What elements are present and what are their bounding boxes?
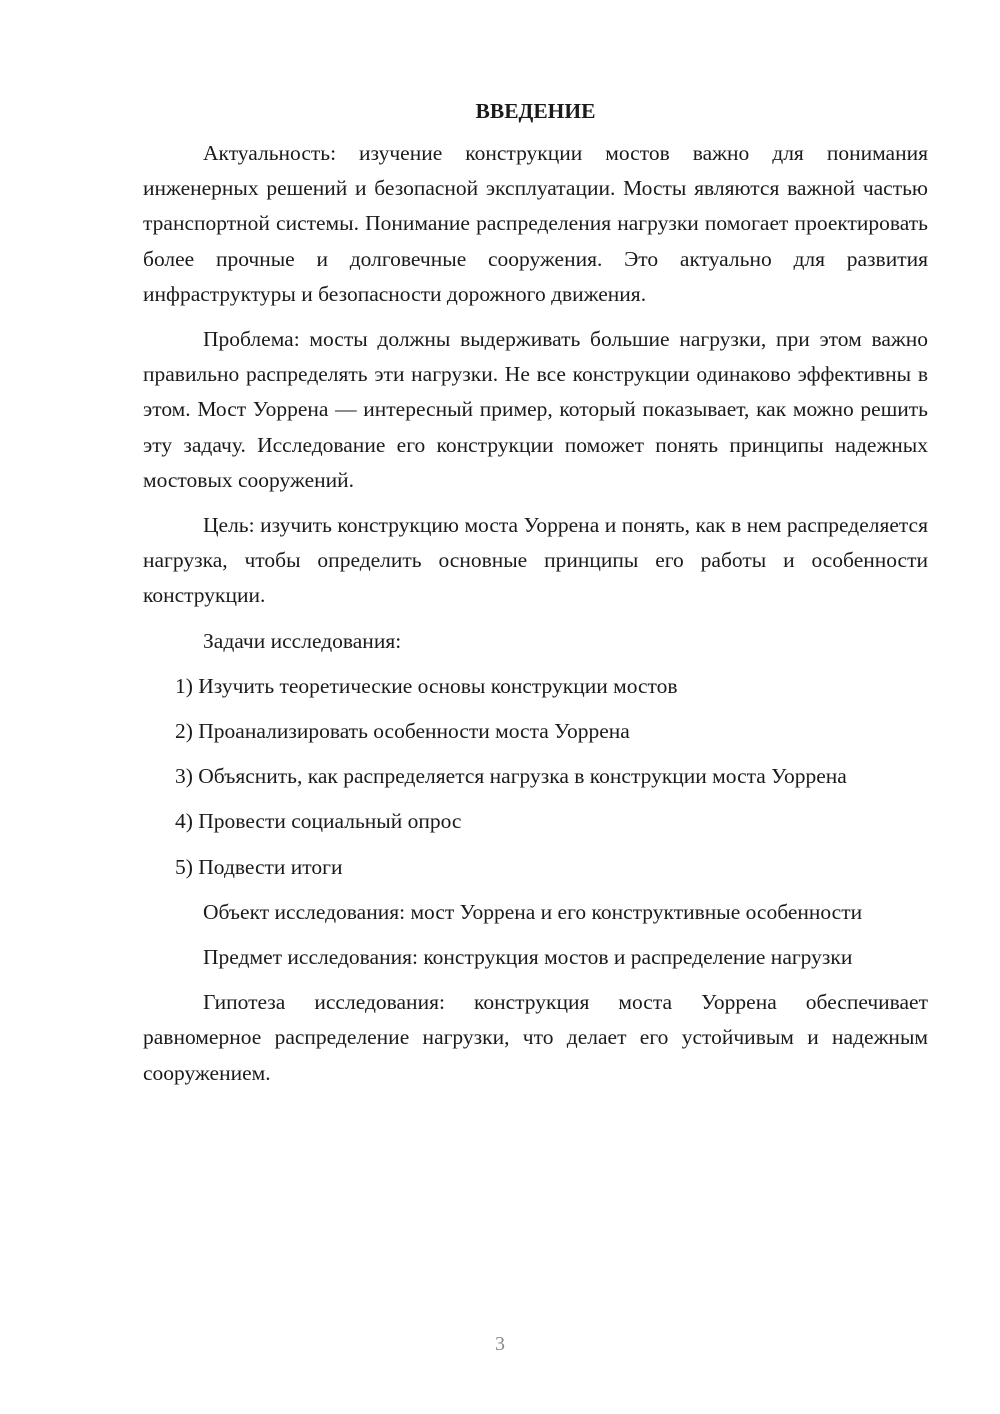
tasks-list — [143, 669, 928, 885]
subject-paragraph: Предмет исследования: конструкция мостов и распределение нагрузки — [203, 945, 853, 970]
tasks-heading: Задачи исследования: — [203, 628, 402, 653]
problem-paragraph: Проблема: мосты должны выдерживать большие нагрузки, при этом важно правильно распределять эти нагрузки. Не все конструкции одинаково эффективны в этом. Мост Уоррена — интересный пример, который показывает, как можно решить эту задачу. Исследование его конструкции поможет понять принципы надежных мостовых сооружений. — [143, 327, 928, 492]
hypothesis-paragraph: Гипотеза исследования: конструкция моста Уоррена обеспечивает равномерное распределение нагрузки, что делает его устойчивым и надежным сооружением. — [143, 990, 928, 1085]
list-item: 1) Изучить теоретические основы конструкции мостов — [175, 673, 678, 698]
page-number: 3 — [495, 1333, 505, 1355]
section-title: ВВЕДЕНИЕ — [475, 99, 596, 123]
document-page — [143, 96, 928, 1101]
list-item: 2) Проанализировать особенности моста Уоррена — [175, 719, 630, 744]
object-paragraph: Объект исследования: мост Уоррена и его конструктивные особенности — [203, 899, 863, 924]
list-item: 3) Объяснить, как распределяется нагрузка в конструкции моста Уоррена — [175, 764, 847, 789]
list-item: 5) Подвести итоги — [175, 854, 343, 879]
goal-paragraph: Цель: изучить конструкцию моста Уоррена и понять, как в нем распределяется нагрузка, чтобы определить основные принципы его работы и особенности конструкции. — [143, 513, 928, 608]
list-item: 4) Провести социальный опрос — [175, 809, 462, 834]
relevance-paragraph: Актуальность: изучение конструкции мостов важно для понимания инженерных решений и безопасной эксплуатации. Мосты являются важной частью транспортной системы. Понимание распределения нагрузки помогает проектировать более прочные и долговечные сооружения. Это актуально для развития инфраструктуры и безопасности дорожного движения. — [143, 141, 928, 306]
